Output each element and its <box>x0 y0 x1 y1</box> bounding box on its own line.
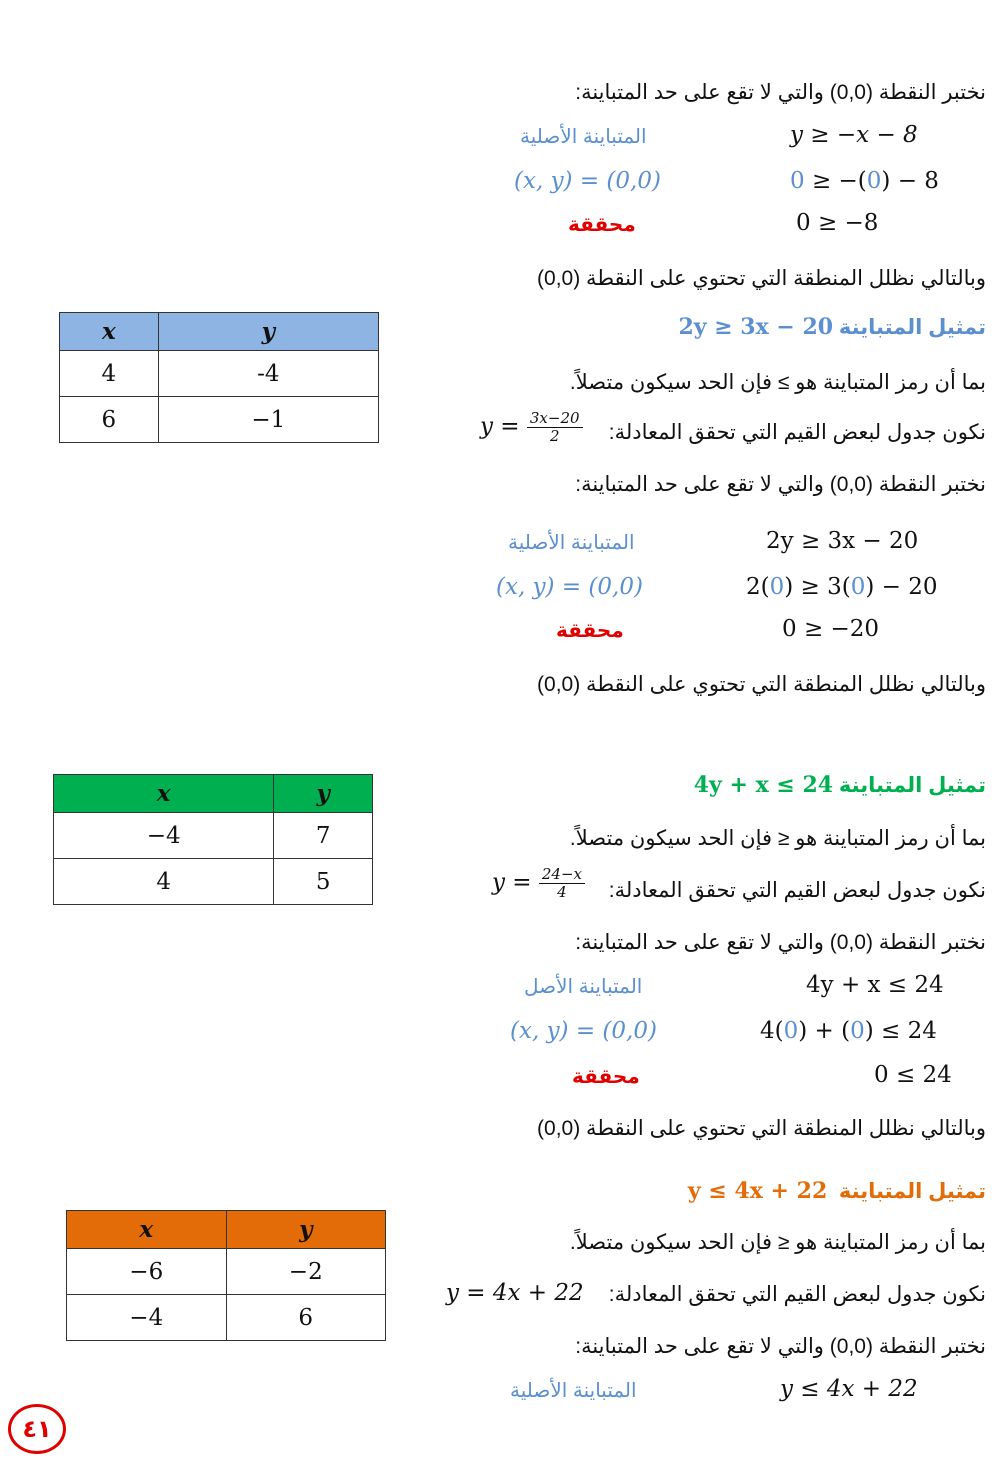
table-cell: 5 <box>274 859 373 905</box>
table-cell: −4 <box>67 1295 227 1341</box>
label-point-3: (x, y) = (0,0) <box>510 1018 657 1044</box>
b3-line2: 4(0) + (0) ≤ 24 <box>760 1018 937 1044</box>
values-table-2 <box>59 312 379 443</box>
b2-line3: 0 ≥ −20 <box>782 616 880 642</box>
test-point-text-3: نختبر النقطة (0,0) والتي لا تقع على حد المتباينة: <box>575 931 986 954</box>
solid-text-2: بما أن رمز المتباينة هو ≥ فإن الحد سيكون متصلاً. <box>569 371 986 394</box>
table-cell: 6 <box>60 397 159 443</box>
equation-3: y = $\frac{24-x}{4}$ <box>492 866 585 901</box>
table-cell: 7 <box>274 813 373 859</box>
fraction-3: $\frac{24-x}{4}$ <box>539 866 585 901</box>
label-satisfied-1: محققة <box>568 214 636 236</box>
shade-text-2: وبالتالي نظلل المنطقة التي تحتوي على النقطة (0,0) <box>537 673 986 696</box>
solid-text-4: بما أن رمز المتباينة هو ≤ فإن الحد سيكون متصلاً. <box>569 1231 986 1254</box>
table-intro-4: نكون جدول لبعض القيم التي تحقق المعادلة: <box>608 1283 986 1306</box>
b2-line1: 2y ≥ 3x − 20 <box>766 528 919 554</box>
col-y: y <box>226 1211 386 1249</box>
b3-line3: 0 ≤ 24 <box>874 1062 952 1088</box>
col-x: x <box>54 775 274 813</box>
equation-4: y = 4x + 22 <box>446 1280 584 1306</box>
table-cell: 6 <box>226 1295 386 1341</box>
b1-line2: 0 ≥ −(0) − 8 <box>790 168 939 194</box>
label-original-2: المتباينة الأصلية <box>508 532 635 554</box>
col-y: y <box>158 313 378 351</box>
col-y: y <box>274 775 373 813</box>
table-cell: −4 <box>54 813 274 859</box>
solid-text-3: بما أن رمز المتباينة هو ≤ فإن الحد سيكون متصلاً. <box>569 827 986 850</box>
heading-block3: تمثيل المتباينة 4y + x ≤ 24 <box>693 772 986 798</box>
table-cell: 4 <box>60 351 159 397</box>
label-point-2: (x, y) = (0,0) <box>496 574 643 600</box>
heading-block4: تمثيل المتباينة y ≤ 4x + 22 <box>687 1178 986 1204</box>
col-x: x <box>67 1211 227 1249</box>
values-table-4 <box>66 1210 386 1341</box>
label-original-4: المتباينة الأصلية <box>510 1380 637 1402</box>
table-cell: 4 <box>54 859 274 905</box>
b1-line1: y ≥ −x − 8 <box>790 122 918 148</box>
table-intro-3: نكون جدول لبعض القيم التي تحقق المعادلة: <box>608 879 986 902</box>
b2-line2: 2(0) ≥ 3(0) − 20 <box>746 574 938 600</box>
table-cell: −2 <box>226 1249 386 1295</box>
b4-line1: y ≤ 4x + 22 <box>780 1376 918 1402</box>
table-cell: -4 <box>158 351 378 397</box>
label-satisfied-3: محققة <box>572 1066 640 1088</box>
table-cell: −6 <box>67 1249 227 1295</box>
b1-line3: 0 ≥ −8 <box>796 210 879 236</box>
label-original-3: المتباينة الأصل <box>524 976 643 998</box>
label-satisfied-2: محققة <box>556 620 624 642</box>
equation-2: y = $\frac{3x-20}{2}$ <box>480 410 583 445</box>
col-x: x <box>60 313 159 351</box>
test-point-text-2: نختبر النقطة (0,0) والتي لا تقع على حد المتباينة: <box>575 473 986 496</box>
label-point-1: (x, y) = (0,0) <box>514 168 661 194</box>
fraction-2: $\frac{3x-20}{2}$ <box>527 410 583 445</box>
table-intro-2: نكون جدول لبعض القيم التي تحقق المعادلة: <box>608 421 986 444</box>
page-number: ٤١ <box>8 1404 66 1454</box>
values-table-3 <box>53 774 373 905</box>
heading-block2: تمثيل المتباينة 2y ≥ 3x − 20 <box>678 314 986 340</box>
table-cell: −1 <box>158 397 378 443</box>
label-original-1: المتباينة الأصلية <box>520 126 647 148</box>
test-point-text-1: نختبر النقطة (0,0) والتي لا تقع على حد المتباينة: <box>575 81 986 104</box>
test-point-text-4: نختبر النقطة (0,0) والتي لا تقع على حد المتباينة: <box>575 1335 986 1358</box>
shade-text-3: وبالتالي نظلل المنطقة التي تحتوي على النقطة (0,0) <box>537 1117 986 1140</box>
b3-line1: 4y + x ≤ 24 <box>806 972 944 998</box>
shade-text-1: وبالتالي نظلل المنطقة التي تحتوي على النقطة (0,0) <box>537 267 986 290</box>
